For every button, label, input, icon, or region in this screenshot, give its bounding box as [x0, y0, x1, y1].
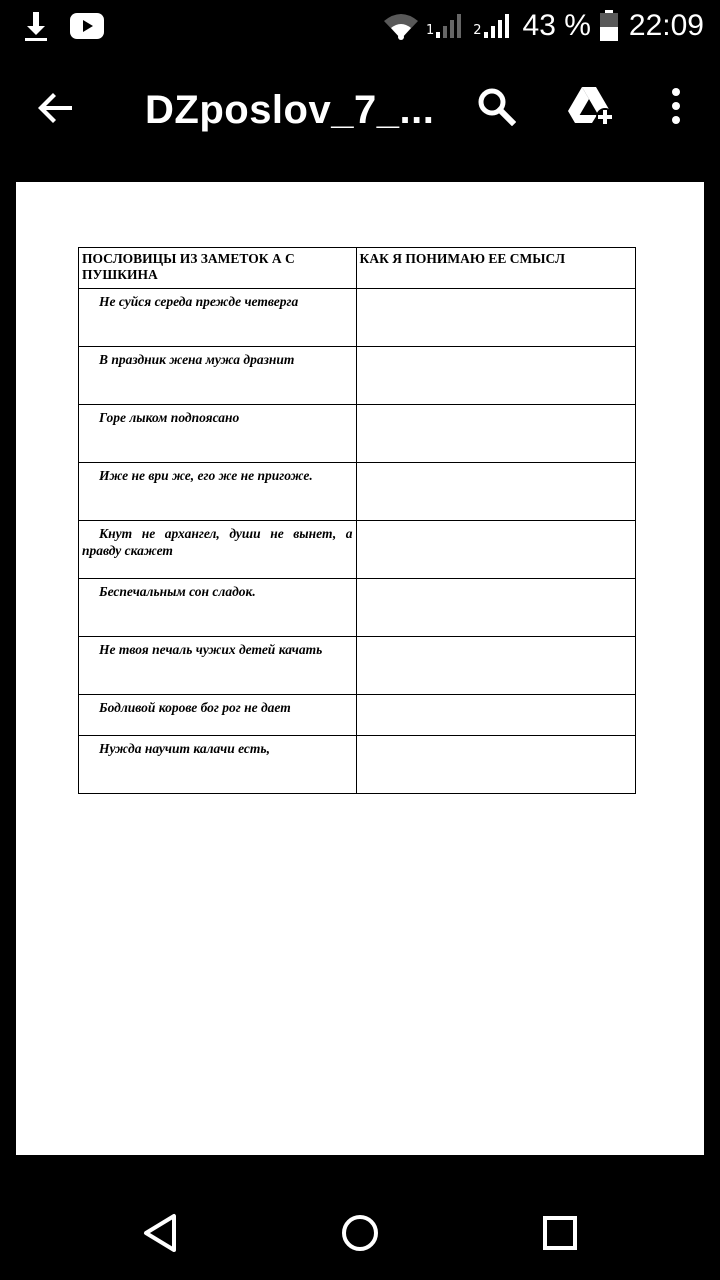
table-header-row — [79, 248, 636, 289]
back-arrow-icon — [36, 88, 76, 128]
download-icon — [22, 10, 50, 42]
nav-back-icon — [138, 1210, 184, 1256]
table-row — [79, 579, 636, 637]
add-to-drive-button[interactable] — [563, 80, 619, 132]
proverb-cell: Не твоя печаль чужих детей качать — [79, 637, 357, 695]
nav-back-button[interactable] — [138, 1210, 184, 1256]
table-row — [79, 289, 636, 347]
table-row — [79, 347, 636, 405]
search-button[interactable] — [470, 80, 522, 132]
status-bar — [0, 0, 720, 52]
nav-home-button[interactable] — [337, 1210, 383, 1256]
meaning-cell — [356, 637, 635, 695]
sim1-label: 1 — [425, 23, 435, 38]
proverb-cell: Не суйся середа прежде четверга — [79, 289, 357, 347]
meaning-cell — [356, 736, 635, 794]
meaning-cell — [356, 579, 635, 637]
wifi-icon — [382, 11, 420, 41]
navigation-bar — [0, 1184, 720, 1280]
meaning-cell — [356, 463, 635, 521]
document-title: DZposlov_7_... — [145, 88, 435, 132]
proverb-cell: В праздник жена мужа дразнит — [79, 347, 357, 405]
proverbs-table — [78, 247, 636, 794]
nav-recents-button[interactable] — [537, 1210, 583, 1256]
header-proverbs: ПОСЛОВИЦЫ ИЗ ЗАМЕТОК А С ПУШКИНА — [79, 248, 357, 289]
signal-sim1-icon — [435, 12, 463, 40]
meaning-cell — [356, 347, 635, 405]
battery-icon — [599, 10, 619, 42]
proverb-cell: Горе лыком подпоясано — [79, 405, 357, 463]
table-row — [79, 521, 636, 579]
proverb-cell: Нужда научит калачи есть, — [79, 736, 357, 794]
document-page[interactable] — [16, 182, 704, 1155]
nav-recents-icon — [537, 1210, 583, 1256]
proverb-cell: Бодливой корове бог рог не дает — [79, 695, 357, 736]
nav-home-icon — [337, 1210, 383, 1256]
table-row — [79, 736, 636, 794]
drive-add-icon — [567, 85, 615, 127]
table-row — [79, 695, 636, 736]
proverb-cell: Беспечальным сон сладок. — [79, 579, 357, 637]
meaning-cell — [356, 289, 635, 347]
more-vert-icon — [670, 86, 682, 126]
table-row — [79, 637, 636, 695]
meaning-cell — [356, 405, 635, 463]
signal-sim2-icon — [483, 12, 511, 40]
youtube-icon — [70, 13, 104, 39]
sim2-label: 2 — [473, 23, 482, 38]
table-row — [79, 405, 636, 463]
meaning-cell — [356, 695, 635, 736]
meaning-cell — [356, 521, 635, 579]
document-viewer[interactable] — [0, 164, 720, 1184]
app-bar — [0, 52, 720, 164]
header-meaning: КАК Я ПОНИМАЮ ЕЕ СМЫСЛ — [356, 248, 635, 289]
clock: 22:09 — [628, 9, 704, 42]
proverb-cell: Иже не ври же, его же не пригоже. — [79, 463, 357, 521]
battery-percent: 43 % — [522, 9, 591, 42]
proverb-cell: Кнут не архангел, души не вынет, а правду скажет — [79, 521, 357, 579]
more-options-button[interactable] — [656, 80, 696, 132]
back-button[interactable] — [30, 82, 82, 134]
search-icon — [476, 86, 516, 126]
table-row — [79, 463, 636, 521]
